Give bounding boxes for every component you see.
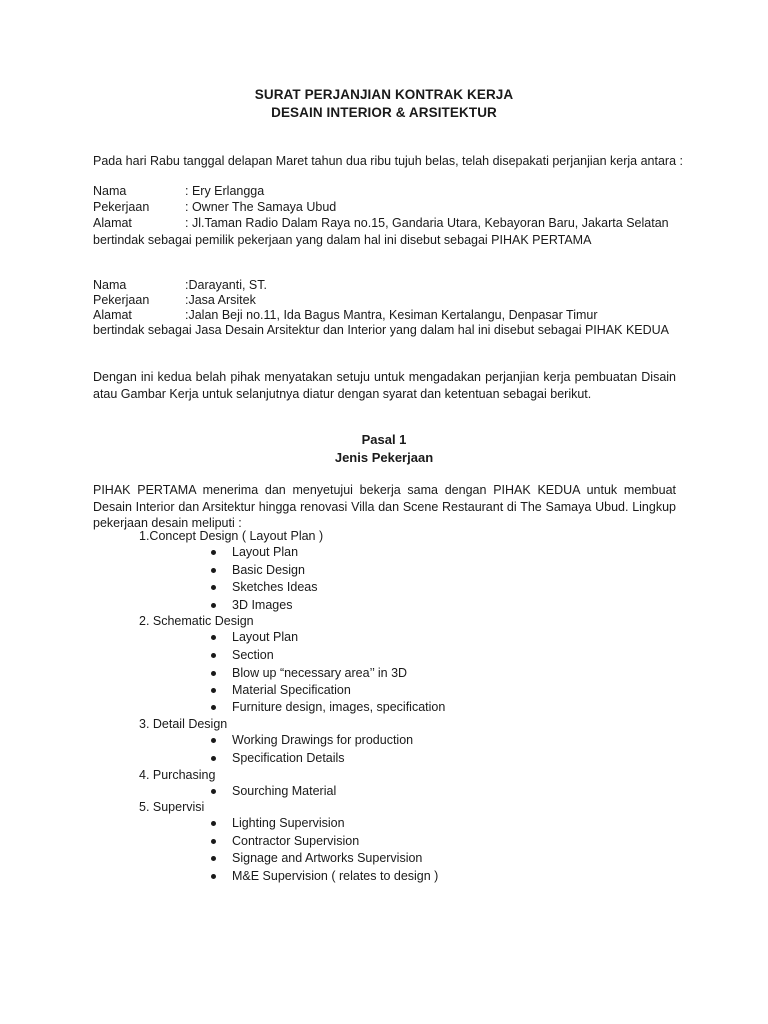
- document-subtitle: DESAIN INTERIOR & ARSITEKTUR: [271, 105, 497, 120]
- pasal-heading: Pasal 1: [361, 432, 407, 447]
- scope-subitem: Signage and Artworks Supervision: [232, 851, 423, 865]
- party2-role: bertindak sebagai Jasa Desain Arsitektur dan Interior yang dalam hal ini disebut sebagai PIHAK KEDUA: [93, 323, 670, 337]
- party2-nama-label: Nama: [93, 278, 127, 292]
- scope-item-4: 4. Purchasing: [139, 768, 216, 782]
- party1-pekerjaan-row: [93, 199, 336, 215]
- party2-pekerjaan-label: Pekerjaan: [93, 293, 150, 307]
- party1-alamat-row: [93, 215, 669, 231]
- bullet-icon: [211, 688, 216, 693]
- scope-subitem: Furniture design, images, specification: [232, 700, 446, 714]
- scope-subitem: M&E Supervision ( relates to design ): [232, 869, 439, 883]
- party1-nama-label: Nama: [93, 184, 127, 198]
- party2-alamat-label: Alamat: [93, 308, 132, 322]
- scope-item-1: 1.Concept Design ( Layout Plan ): [139, 529, 324, 543]
- scope-subitem: Material Specification: [232, 683, 351, 697]
- scope-subitem: Working Drawings for production: [232, 733, 414, 747]
- document-title: SURAT PERJANJIAN KONTRAK KERJA: [254, 87, 514, 102]
- scope-item-5: 5. Supervisi: [139, 800, 205, 814]
- scope-subitem: Layout Plan: [232, 545, 299, 559]
- bullet-icon: [211, 839, 216, 844]
- party1-pekerjaan-value: : Owner The Samaya Ubud: [185, 200, 337, 214]
- scope-subitem: Layout Plan: [232, 630, 299, 644]
- bullet-icon: [211, 874, 216, 879]
- bullet-icon: [211, 756, 216, 761]
- bullet-icon: [211, 789, 216, 794]
- party1-role: bertindak sebagai pemilik pekerjaan yang dalam hal ini disebut sebagai PIHAK PERTAMA: [93, 233, 592, 247]
- scope-subitem: Lighting Supervision: [232, 816, 345, 830]
- scope-subitem: Basic Design: [232, 563, 305, 577]
- pasal1-body: PIHAK PERTAMA menerima dan menyetujui bekerja sama dengan PIHAK KEDUA untuk membuat Desain Interior dan Arsitektur hingga renovasi Villa dan Scene Restaurant di The Samaya Ubud. Lingkup pekerjaan desain meliputi :: [93, 483, 676, 530]
- scope-subitem: Section: [232, 648, 274, 662]
- pasal-subheading: Jenis Pekerjaan: [334, 450, 434, 465]
- scope-subitem: Specification Details: [232, 751, 345, 765]
- party1-alamat-label: Alamat: [93, 216, 132, 230]
- bullet-icon: [211, 550, 216, 555]
- party2-alamat-value: :Jalan Beji no.11, Ida Bagus Mantra, Kesiman Kertalangu, Denpasar Timur: [185, 308, 598, 322]
- party1-alamat-value: : Jl.Taman Radio Dalam Raya no.15, Gandaria Utara, Kebayoran Baru, Jakarta Selatan: [185, 216, 669, 230]
- party1-pekerjaan-label: Pekerjaan: [93, 200, 150, 214]
- intro-text: Pada hari Rabu tanggal delapan Maret tahun dua ribu tujuh belas, telah disepakati perjanjian kerja antara :: [93, 154, 683, 168]
- scope-subitem: Sketches Ideas: [232, 580, 318, 594]
- scope-subitem: Blow up “necessary area’’ in 3D: [232, 666, 408, 680]
- bullet-icon: [211, 705, 216, 710]
- bullet-icon: [211, 603, 216, 608]
- party1-nama-value: : Ery Erlangga: [185, 184, 265, 198]
- bullet-icon: [211, 671, 216, 676]
- party2-nama-row: [93, 277, 267, 293]
- scope-subitem: Sourching Material: [232, 784, 337, 798]
- party2-pekerjaan-row: [93, 292, 256, 308]
- bullet-icon: [211, 738, 216, 743]
- bullet-icon: [211, 821, 216, 826]
- bullet-icon: [211, 856, 216, 861]
- bullet-icon: [211, 585, 216, 590]
- party2-alamat-row: [93, 307, 598, 323]
- scope-item-3: 3. Detail Design: [139, 717, 228, 731]
- party2-nama-value: :Darayanti, ST.: [185, 278, 267, 292]
- party1-nama-row: [93, 183, 264, 199]
- scope-subitem: Contractor Supervision: [232, 834, 360, 848]
- bullet-icon: [211, 635, 216, 640]
- party2-pekerjaan-value: :Jasa Arsitek: [185, 293, 256, 307]
- scope-item-2: 2. Schematic Design: [139, 614, 254, 628]
- agreement-paragraph: Dengan ini kedua belah pihak menyatakan setuju untuk mengadakan perjanjian kerja pembuatan Disain atau Gambar Kerja untuk selanjutnya diatur dengan syarat dan ketentuan sebagai berikut.: [93, 370, 676, 401]
- scope-subitem: 3D Images: [232, 598, 293, 612]
- bullet-icon: [211, 568, 216, 573]
- bullet-icon: [211, 653, 216, 658]
